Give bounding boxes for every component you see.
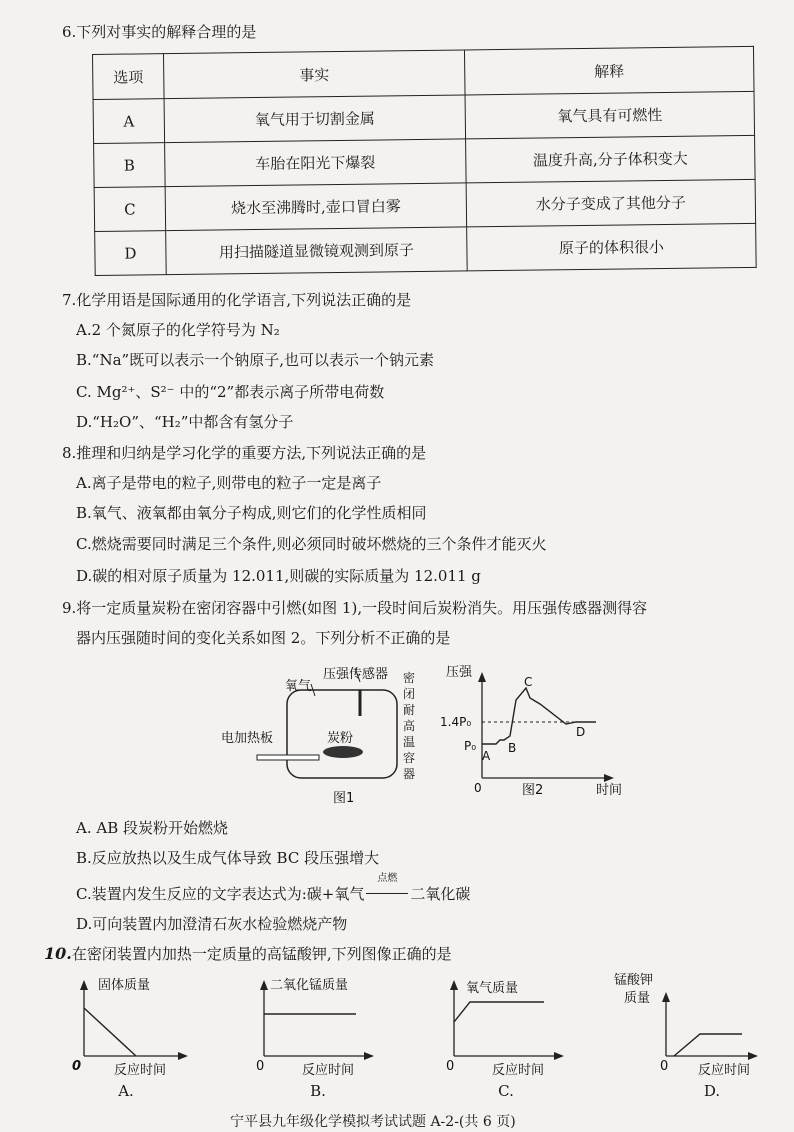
q7-option-a: A.2 个氮原子的化学符号为 N₂ (76, 321, 280, 339)
table-header-row (93, 46, 755, 99)
graph-b-origin: 0 (256, 1059, 265, 1074)
svg-text:密: 密 (403, 671, 416, 685)
q10-number: 10. (44, 944, 72, 963)
svg-text:高: 高 (403, 719, 416, 733)
graph-d-line (674, 1034, 742, 1056)
graph-b-ylabel: 二氧化锰质量 (270, 978, 349, 993)
graph-c-line (454, 1002, 544, 1022)
q8-option-a: A.离子是带电的粒子,则带电的粒子一定是离子 (76, 474, 382, 492)
carbon-powder-pile (323, 746, 363, 758)
graph-b-xlabel: 反应时间 (302, 1063, 355, 1077)
row-option: A (93, 99, 165, 144)
q9-stem-line1: 9.将一定质量炭粉在密闭容器中引燃(如图 1),一段时间后炭粉消失。用压强传感器测得容 (62, 599, 648, 617)
graph-d-xlabel: 反应时间 (698, 1063, 751, 1078)
tick-1.4P0: 1.4P₀ (440, 715, 472, 729)
q6-table (92, 46, 757, 276)
graph-c-caption: C. (498, 1082, 514, 1100)
arrow-condition: 点燃 (364, 884, 410, 904)
graph-a-xlabel: 反应时间 (114, 1063, 167, 1077)
row-option: B (94, 143, 166, 188)
header-explanation: 解释 (464, 46, 754, 95)
fig2-origin: 0 (474, 781, 482, 795)
svg-text:器: 器 (403, 767, 416, 781)
graph-a-line (84, 1008, 136, 1056)
fig2-xlabel: 时间 (596, 783, 623, 798)
fig2-ylabel: 压强 (446, 665, 473, 680)
q7-option-d: D.“H₂O”、“H₂”中都含有氢分子 (76, 413, 294, 431)
graph-c-xlabel: 反应时间 (492, 1063, 545, 1077)
point-C: C (524, 675, 533, 689)
graph-b-caption: B. (310, 1082, 326, 1100)
q8-option-d: D.碳的相对原子质量为 12.011,则碳的实际质量为 12.011 g (76, 567, 481, 585)
y-axis-arrow (478, 672, 486, 682)
graph-a-ylabel: 固体质量 (98, 978, 151, 993)
header-option: 选项 (93, 54, 165, 100)
graph-c-origin: 0 (446, 1059, 455, 1074)
graph-a-origin: 0 (72, 1059, 82, 1074)
q10-graph-c (440, 972, 570, 1077)
x-axis-arrow (604, 774, 614, 782)
q9-figure1 (215, 660, 435, 810)
graph-c-ylabel: 氧气质量 (466, 981, 519, 996)
row-option: C (94, 187, 166, 232)
q10-graph-b (250, 972, 380, 1077)
q9-option-c: C.装置内发生反应的文字表达式为:碳+氧气 点燃 二氧化碳 (76, 873, 471, 903)
row-fact: 车胎在阳光下爆裂 (165, 139, 467, 187)
page-footer: 宁平县九年级化学模拟考试试题 A-2-(共 6 页) (230, 1114, 516, 1130)
q9-figure2 (440, 660, 640, 800)
q9-option-a: A. AB 段炭粉开始燃烧 (76, 819, 228, 837)
header-fact: 事实 (164, 50, 466, 99)
q6-stem: 6.下列对事实的解释合理的是 (62, 23, 257, 41)
point-A: A (482, 749, 491, 763)
row-explanation: 水分子变成了其他分子 (466, 179, 756, 227)
graph-a-caption: A. (118, 1082, 134, 1100)
figure2-caption: 图2 (522, 783, 544, 798)
graph-d-origin: 0 (660, 1059, 669, 1074)
q9-option-b: B.反应放热以及生成气体导致 BC 段压强增大 (76, 849, 380, 867)
row-explanation: 原子的体积很小 (467, 223, 757, 271)
svg-text:耐: 耐 (403, 703, 416, 717)
q10-graph-d (610, 968, 760, 1078)
q10-graph-a (70, 972, 190, 1077)
row-fact: 烧水至沸腾时,壶口冒白雾 (165, 183, 467, 231)
graph-d-caption: D. (703, 1082, 721, 1100)
row-fact: 用扫描隧道显微镜观测到原子 (166, 227, 468, 275)
label-oxygen: 氧气 (285, 679, 312, 694)
row-fact: 氧气用于切割金属 (164, 95, 466, 143)
row-option: D (95, 231, 167, 276)
svg-text:温: 温 (403, 735, 416, 749)
table-row (95, 223, 756, 275)
point-D: D (576, 725, 586, 739)
tick-P0: P₀ (464, 739, 477, 753)
label-heater: 电加热板 (221, 731, 274, 746)
q9-option-d: D.可向装置内加澄清石灰水检验燃烧产物 (76, 915, 348, 933)
figure1-caption: 图1 (333, 791, 355, 806)
q8-option-c: C.燃烧需要同时满足三个条件,则必须同时破坏燃烧的三个条件才能灭火 (76, 535, 547, 553)
svg-text:闭: 闭 (403, 687, 416, 701)
reaction-arrow (366, 893, 408, 894)
q7-stem: 7.化学用语是国际通用的化学语言,下列说法正确的是 (62, 291, 412, 309)
label-sensor: 压强传感器 (323, 667, 389, 682)
q7-option-c: C. Mg²⁺、S²⁻ 中的“2”都表示离子所带电荷数 (76, 383, 385, 401)
heater-plate (257, 755, 319, 760)
q8-stem: 8.推理和归纳是学习化学的重要方法,下列说法正确的是 (62, 444, 427, 462)
q10-stem: 10.在密闭装置内加热一定质量的高锰酸钾,下列图像正确的是 (44, 944, 452, 963)
svg-text:容: 容 (403, 751, 416, 765)
graph-d-ylabel-line2: 质量 (624, 991, 651, 1006)
q9-stem-line2: 器内压强随时间的变化关系如图 2。下列分析不正确的是 (76, 629, 451, 647)
q8-option-b: B.氧气、液氧都由氧分子构成,则它们的化学性质相同 (76, 504, 427, 522)
point-B: B (508, 741, 517, 755)
label-powder: 炭粉 (327, 731, 354, 746)
row-explanation: 温度升高,分子体积变大 (466, 135, 756, 183)
label-container (403, 670, 415, 781)
q7-option-b: B.“Na”既可以表示一个钠原子,也可以表示一个钠元素 (76, 351, 434, 369)
row-explanation: 氧气具有可燃性 (465, 91, 755, 139)
graph-d-ylabel: 锰酸钾 (614, 973, 654, 988)
